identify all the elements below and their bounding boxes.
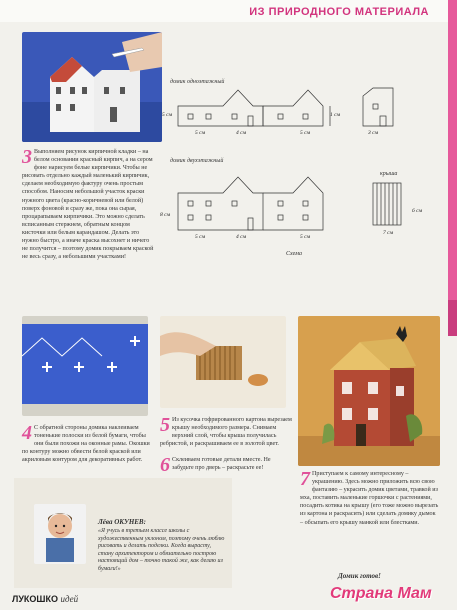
dim-5cm-width-c: 5 см	[195, 234, 206, 240]
step-7-block	[300, 470, 440, 527]
step-4-block	[22, 424, 152, 464]
dim-8cm-height: 8 см	[160, 212, 171, 218]
step-5-block	[160, 416, 292, 448]
diagram-label-roof: крыша	[380, 171, 398, 177]
footer-logo-italic: идей	[60, 594, 79, 604]
dim-1cm: 1 см	[330, 112, 341, 118]
step-number-3: 3	[22, 146, 32, 168]
section-title: ИЗ ПРИРОДНОГО МАТЕРИАЛА	[249, 6, 429, 18]
photo-corrugated-roof	[160, 316, 286, 408]
dim-5cm-height: 5 см	[162, 112, 173, 118]
quote-author: Лёва ОКУНЕВ:	[98, 518, 146, 526]
step-number-7: 7	[300, 468, 310, 490]
step-4-text: С обратной стороны домика наклеиваем тоненькие полоски из белой бумаги, чтобы они были похожи на оконные рамы. Окошки по контуру можно обвести белой краской или акриловым контуром для декоративных работ.	[22, 425, 150, 464]
dim-5cm-width-b: 5 см	[300, 130, 311, 136]
page-edge-tab	[448, 300, 457, 336]
one-story-house-diagram	[168, 86, 400, 148]
diagram-label-one-story: домик одноэтажный	[170, 79, 225, 85]
quote-text: «Я учусь в третьем классе школы с художественным уклоном, поэтому очень люблю рисовать и делать поделки. Когда вырасту, стану архитектором и обязательно построю настоящий дом – точно такой же, как делаю из бумаги!»	[98, 528, 225, 572]
photo-painting-bricks	[22, 32, 162, 142]
photo-boy	[34, 504, 86, 564]
step-7-text: Приступаем к самому интересному – украшению. Здесь можно приложить всю свою фантазию – украсить домик цветами, травкой из мха, поставить маленькие горшочки с растениями, посадить котика на крышу (его тоже можно вырезать из картона и раскрасить) или сделать домику дымок – обсыпать его крышу манкой или блестками.	[300, 471, 439, 526]
diagram-label-two-story: домик двухэтажный	[170, 158, 224, 164]
step-number-4: 4	[22, 422, 32, 444]
finale-caption: Домик готов!	[338, 572, 381, 580]
step-number-6: 6	[160, 454, 170, 476]
step-5-text: Из кусочка гофрированного картона вырезаем крышу необходимого размера. Снимаем верхний слой, чтобы крыша получилась ребристой, и раскрашиваем ее в золотой цвет.	[160, 417, 292, 448]
step-6-block	[160, 456, 292, 474]
photo-finished-house	[298, 316, 440, 466]
two-story-house-diagram	[168, 165, 408, 245]
step-number-5: 5	[160, 414, 170, 436]
scheme-caption: Схема	[286, 251, 303, 257]
watermark: Страна Мам	[330, 585, 432, 602]
step-3-text: Выполняем рисунок кирпичной кладки – на белом основании красный кирпич, а на сером фоне нарисуем белые кирпичики. Чтобы не рисовать отдельно каждый маленький кирпичик, сделаем необходимую фактуру очень простым способом. Наносим небольшой участок краски нужного цвета (красно-коричневой или белой) поверх фоновой и сразу же, пока она сырая, процарапываем кирпичики. Это можно сделать всписанным стержнем, обратным концом кисточки или белым карандашом. Делать это нужно быстро, а иначе краска высохнет и ничего не получится – поэтому домик покрываем краской не весь сразу, а небольшими участками!	[22, 149, 154, 261]
step-6-text: Склеиваем готовые детали вместе. Не забудьте про дверь – раскрасьте ее!	[172, 457, 271, 472]
dim-5cm-width-a: 5 см	[195, 130, 206, 136]
footer-logo	[12, 594, 78, 604]
page-edge-strip	[448, 0, 457, 300]
photo-window-frames	[22, 316, 148, 416]
dim-7cm-roof: 7 см	[383, 230, 394, 236]
dim-4cm-width: 4 см	[236, 130, 247, 136]
dim-6cm-roof: 6 см	[412, 208, 423, 214]
step-3-block	[22, 148, 154, 261]
dim-5cm-width-d: 5 см	[300, 234, 311, 240]
dim-4cm-width-b: 4 см	[236, 234, 247, 240]
footer-logo-main: ЛУКОШКО	[12, 594, 58, 604]
dim-3cm: 3 см	[368, 130, 379, 136]
